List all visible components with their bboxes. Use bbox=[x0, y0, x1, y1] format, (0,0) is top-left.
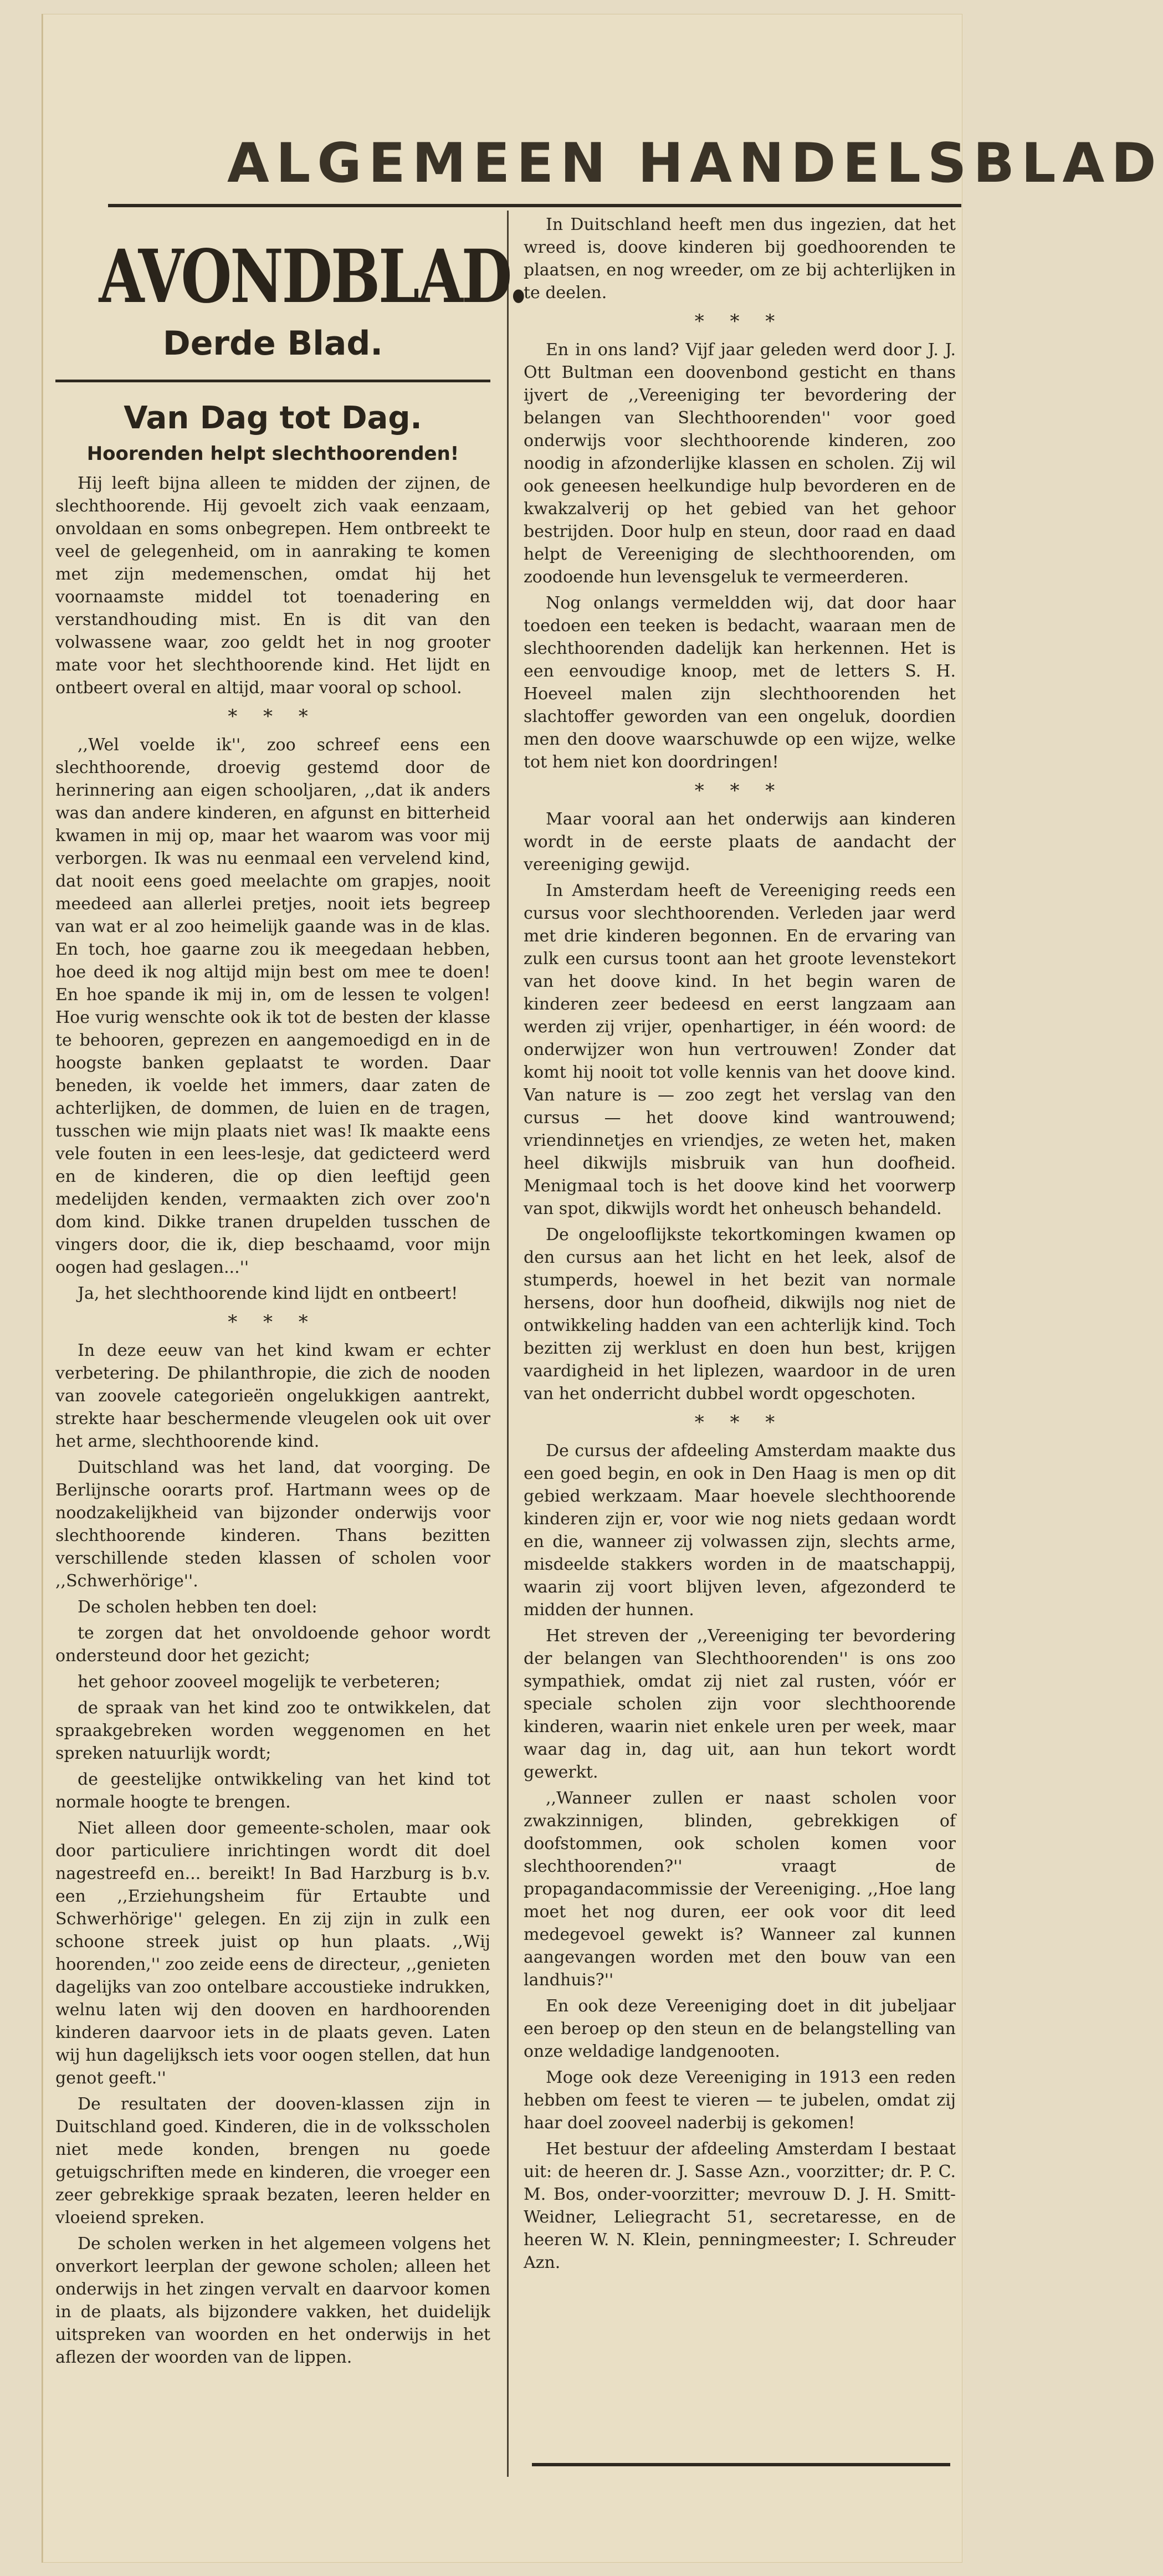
paragraph: En in ons land? Vijf jaar geleden werd door J. J. Ott Bultman een doovenbond gesticht en thans ijvert de ,,Vereeniging ter bevordering der belangen van Slechthoorenden'' voor goed onderwijs voor slechthoorende kinderen, zoo noodig in afzonderlijke klassen en scholen. Zij wil ook geneesen heelkundige hulp bevorderen en de kwakzalverij op het gebied van het gehoor bestrijden. Door hulp en steun, door raad en daad helpt de Vereeniging de slechthoorenden, om zoodoende hun levensgeluk te vermeerderen. bbox=[524, 340, 956, 587]
star-separator: * * * bbox=[694, 780, 785, 802]
star-separator: * * * bbox=[694, 1411, 785, 1433]
paragraph: Hij leeft bijna alleen te midden der zijnen, de slechthoorende. Hij gevoelt zich vaak eenzaam, onvoldaan en soms onbegrepen. Hem ontbreekt te veel de gelegenheid, om in aanraking te komen met zijn medemenschen, omdat hij het voornaamste middel tot toenadering en verstandhouding mist. En is dit van den volwassene waar, zoo geldt het in nog grooter mate voor het slechthoorende kind. Het lijdt en ontbeert overal en altijd, maar vooral op school. bbox=[55, 474, 490, 698]
right-column bbox=[524, 213, 956, 2277]
paragraph: De scholen hebben ten doel: bbox=[78, 1597, 317, 1617]
paragraph: Het bestuur der afdeeling Amsterdam I bestaat uit: de heeren dr. J. Sasse Azn., voorzitter; dr. P. C. M. Bos, onder-voorzitter; mevrouw D. J. H. Smitt-Weidner, Leliegracht 51, secretaresse, en de heeren W. N. Klein, penningmeester; I. Schreuder Azn. bbox=[524, 2139, 956, 2272]
article-end-rule bbox=[532, 2463, 950, 2466]
paragraph: het gehoor zooveel mogelijk te verbeteren; bbox=[78, 1672, 440, 1692]
right-column-body bbox=[524, 213, 956, 2274]
star-separator: * * * bbox=[694, 310, 785, 332]
star-separator: * * * bbox=[228, 1311, 318, 1333]
paragraph: In deze eeuw van het kind kwam er echter verbetering. De philanthropie, die zich de nooden van zoovele categorieën ongelukkigen aantrekt, strekte haar beschermende vleugelen ook uit over het arme, slechthoorende kind. bbox=[55, 1341, 490, 1451]
left-column-body bbox=[55, 472, 490, 2369]
paragraph: De resultaten der dooven-klassen zijn in Duitschland goed. Kinderen, die in de volksscholen niet mede konden, brengen nu goede getuigschriften mede en kinderen, die vroeger een zeer gebrekkige spraak bezaten, leeren helder en vloeiend spreken. bbox=[55, 2094, 490, 2227]
column-divider bbox=[507, 211, 509, 2477]
masthead-rule bbox=[108, 204, 961, 207]
paragraph: Moge ook deze Vereeniging in 1913 een reden hebben om feest te vieren — te jubelen, omdat zij haar doel zooveel naderbij is gekomen! bbox=[524, 2068, 956, 2133]
paragraph: de spraak van het kind zoo te ontwikkelen, dat spraakgebreken worden weggenomen en het spreken natuurlijk wordt; bbox=[55, 1698, 490, 1763]
paragraph: Maar vooral aan het onderwijs aan kinderen wordt in de eerste plaats de aandacht der vereeniging gewijd. bbox=[524, 810, 956, 874]
paragraph: Duitschland was het land, dat voorging. De Berlijnsche oorarts prof. Hartmann wees op de noodzakelijkheid van bijzonder onderwijs voor slechthoorende kinderen. Thans bezitten verschillende steden klassen of scholen voor ,,Schwerhörige''. bbox=[55, 1458, 490, 1591]
paragraph: De scholen werken in het algemeen volgens het onverkort leerplan der gewone scholen; alleen het onderwijs in het zingen vervalt en daarvoor komen in de plaats, als bijzondere vakken, het duidelijk uitspreken van woorden en het onderwijs in het aflezen der woorden van de lippen. bbox=[55, 2234, 490, 2367]
section-rule bbox=[55, 380, 490, 382]
paragraph: In Amsterdam heeft de Vereeniging reeds een cursus voor slechthoorenden. Verleden jaar werd met drie kinderen begonnen. En de ervaring van zulk een cursus toont aan het groote levenstekort van het doove kind. In het begin waren de kinderen zeer bedeesd en eerst langzaam aan werden zij vrijer, openhartiger, in één woord: de onderwijzer won hun vertrouwen! Zonder dat komt hij nooit tot volle kennis van het doove kind. Van nature is — zoo zegt het verslag van den cursus — het doove kind wantrouwend; vriendinnetjes en vriendjes, ze weten het, maken heel dikwijls misbruik van hun doofheid. Menigmaal toch is het doove kind het voorwerp van spot, dikwijls wordt het onheusch behandeld. bbox=[524, 881, 956, 1218]
paragraph: ,,Wel voelde ik'', zoo schreef eens een slechthoorende, droevig gestemd door de herinnering aan eigen schooljaren, ,,dat ik anders was dan andere kinderen, en afgunst en bitterheid kwamen in mij op, maar het waarom was voor mij verborgen. Ik was nu eenmaal een vervelend kind, dat nooit eens goed meelachte om grapjes, nooit meedeed aan allerlei pretjes, nooit iets begreep van wat er al zoo heimelijk gaande was in de klas. En toch, hoe gaarne zou ik meegedaan hebben, hoe deed ik nog altijd mijn best om mee te doen! En hoe spande ik mij in, om de lessen te volgen! Hoe vurig wenschte ook ik tot de besten der klasse te behooren, geprezen en aangemoedigd en in de hoogste banken geplaatst te worden. Daar beneden, ik voelde het immers, daar zaten de achterlijken, de dommen, de luien en de tragen, tusschen wie mijn plaats niet was! Ik maakte eens vele fouten in een lees-lesje, dat gedicteerd werd en de kinderen, die op dien leeftijd geen medelijden kenden, vermaakten zich over zoo'n dom kind. Dikke tranen drupelden tusschen de vingers door, die ik, diep beschaamd, voor mijn oogen had geslagen...'' bbox=[55, 735, 490, 1277]
left-column bbox=[55, 213, 527, 2372]
star-separator: * * * bbox=[228, 705, 318, 728]
paragraph: Het streven der ,,Vereeniging ter bevordering der belangen van Slechthoorenden'' is ons zoo sympathiek, omdat zij niet zal rusten, vóór er speciale scholen zijn voor slechthoorende kinderen, waarin niet enkele uren per week, maar waar dag in, dag uit, aan hun tekort wordt gewerkt. bbox=[524, 1626, 956, 1782]
article-subtitle: Hoorenden helpt slechthoorenden! bbox=[86, 443, 459, 465]
paragraph: En ook deze Vereeniging doet in dit jubeljaar een beroep op den steun en de belangstelling van onze weldadige landgenooten. bbox=[524, 1996, 956, 2061]
paragraph: De ongelooflijkste tekortkomingen kwamen op den cursus aan het licht en het leek, alsof de stumperds, hoewel in het bezit van normale hersens, door hun doofheid, dikwijls nog niet de ontwikkeling hadden van een achterlijk kind. Toch bezitten zij werklust en doen hun best, krijgen vaardigheid in het liplezen, waardoor in de uren van het onderricht dubbel wordt opgeschoten. bbox=[524, 1225, 956, 1404]
paragraph: De cursus der afdeeling Amsterdam maakte dus een goed begin, en ook in Den Haag is men op dit gebied werkzaam. Maar hoevele slechthoorende kinderen zijn er, voor wie nog niets gedaan wordt en die, wanneer zij volwassen zijn, slechts arme, misdeelde stakkers worden in de maatschappij, waarin zij voort blijven leven, afgezonderd te midden der hunnen. bbox=[524, 1441, 956, 1620]
paragraph: Niet alleen door gemeente-scholen, maar ook door particuliere inrichtingen wordt dit doel nagestreefd en... bereikt! In Bad Harzburg is b.v. een ,,Erziehungsheim für Ertaubte und Schwerhörige'' gelegen. En zij zijn in zulk een schoone streek juist op hun plaats. ,,Wij hoorenden,'' zoo zeide eens de directeur, ,,genieten dagelijks van zoo ontelbare accoustieke indrukken, welnu laten wij den dooven en hardhoorenden kinderen daarvoor iets in de plaats geven. Laten wij hun dagelijksch iets voor oogen stellen, dat hun genot geeft.'' bbox=[55, 1819, 490, 2088]
paragraph: In Duitschland heeft men dus ingezien, dat het wreed is, doove kinderen bij goedhoorenden te plaatsen, en nog wreeder, om ze bij achterlijken in te deelen. bbox=[524, 215, 956, 303]
masthead: ALGEMEEN HANDELSBLAD bbox=[227, 132, 1163, 195]
section-title: Derde Blad. bbox=[162, 324, 383, 363]
paragraph: ,,Wanneer zullen er naast scholen voor zwakzinnigen, blinden, gebrekkigen of doofstommen, ook scholen komen voor slechthoorenden?'' vraagt de propagandacommissie der Vereeniging. ,,Hoe lang moet het nog duren, eer ook voor dit leed medegevoel gewekt is? Wanneer zal kunnen aangevangen worden met den bouw van een landhuis?'' bbox=[524, 1789, 956, 1990]
paragraph: de geestelijke ontwikkeling van het kind tot normale hoogte te brengen. bbox=[55, 1770, 490, 1812]
paragraph: Nog onlangs vermeldden wij, dat door haar toedoen een teeken is bedacht, waaraan men de slechthoorenden dadelijk kan herkennen. Het is een eenvoudige knoop, met de letters S. H. Hoeveel malen zijn slechthoorenden het slachtoffer geworden van een ongeluk, doordien men den doove waarschuwde op een wijze, welke tot hem niet kon doordringen! bbox=[524, 593, 956, 772]
edition-title: AVONDBLAD. bbox=[99, 234, 527, 320]
article-title: Van Dag tot Dag. bbox=[124, 400, 422, 436]
paragraph: te zorgen dat het onvoldoende gehoor wordt ondersteund door het gezicht; bbox=[55, 1624, 490, 1666]
paragraph: Ja, het slechthoorende kind lijdt en ontbeert! bbox=[78, 1284, 458, 1303]
